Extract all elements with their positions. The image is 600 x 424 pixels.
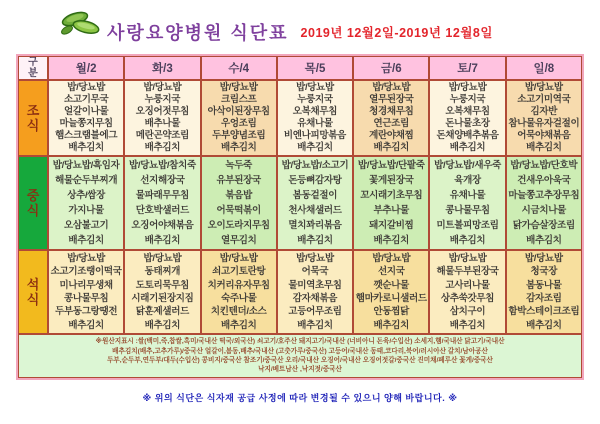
menu-item: 오징어젓무침 bbox=[135, 106, 190, 118]
meal-label-char: 조 bbox=[26, 103, 40, 118]
menu-item: 미나리무생채 bbox=[59, 279, 113, 291]
menu-item: 오삼불고기 bbox=[63, 219, 109, 231]
menu-item: 동태찌개 bbox=[144, 266, 181, 278]
menu-cell-lunch-화/3 bbox=[124, 156, 200, 250]
meal-label-char: 중 bbox=[26, 188, 40, 203]
menu-table-frame bbox=[16, 54, 584, 380]
menu-cell-dinner-금/6 bbox=[353, 250, 429, 334]
menu-cell-dinner-화/3 bbox=[124, 250, 200, 334]
menu-item: 밥/당뇨밥 bbox=[524, 252, 563, 264]
menu-item: 도토리묵무침 bbox=[135, 279, 190, 291]
menu-item: 녹두죽 bbox=[225, 159, 253, 171]
day-header: 목/5 bbox=[277, 56, 353, 80]
menu-cell-dinner-목/5 bbox=[277, 250, 353, 334]
menu-item: 배추김치 bbox=[68, 234, 104, 246]
menu-item: 어묵국 bbox=[301, 266, 329, 278]
menu-item: 배추김치 bbox=[144, 234, 181, 246]
menu-item: 상추/쌈장 bbox=[67, 189, 106, 201]
menu-item: 소고기미역국 bbox=[517, 94, 571, 106]
date-range: 2019년 12월2일-2019년 12월8일 bbox=[300, 26, 493, 40]
footnote-line: 배추김치(배추,고추가루)/중국산 얼갈이,봄동,배추/국내산 (고춧가루/중국산) 고등어/국내산 동태,코다리,북어/러시아산 갈치/남아공산 bbox=[112, 347, 488, 355]
page-title: 사랑요양병원 식단표 bbox=[107, 23, 289, 43]
menu-item: 배추김치 bbox=[373, 234, 410, 246]
menu-item: 크림스프 bbox=[220, 94, 257, 106]
footnote-line: 두부,순두부,연두부/대두(수입산) 콩비지/중국산 참조기/중국산 오리/국내산 오징어/국내산 오징어젓갈/중국산 진미채/페루산 꽃게/중국산 bbox=[107, 357, 493, 364]
menu-cell-dinner-월/2 bbox=[48, 250, 124, 334]
menu-cell-lunch-토/7 bbox=[429, 156, 505, 250]
menu-item: 육개장 bbox=[454, 174, 481, 186]
menu-item: 밥/당뇨밥 bbox=[448, 82, 487, 94]
menu-item: 밥/당뇨밥 bbox=[448, 252, 487, 264]
menu-item: 메란곤약조림 bbox=[135, 130, 190, 142]
menu-item: 비엔나피망볶음 bbox=[283, 130, 347, 142]
menu-item: 배추김치 bbox=[220, 319, 257, 331]
menu-item: 해물순두부찌개 bbox=[55, 174, 118, 186]
meal-label-char: 식 bbox=[26, 203, 40, 218]
menu-item: 배추김치 bbox=[373, 142, 410, 154]
menu-item: 배추김치 bbox=[144, 142, 181, 154]
menu-item: 배추김치 bbox=[526, 142, 562, 154]
menu-item: 오징어야채볶음 bbox=[131, 219, 194, 231]
menu-item: 소고기무국 bbox=[63, 94, 109, 106]
menu-item: 천사채샐러드 bbox=[288, 204, 342, 216]
corner-char: 분 bbox=[28, 68, 38, 79]
menu-item: 밥/당뇨밥 bbox=[524, 82, 563, 94]
menu-item: 선지국 bbox=[377, 266, 405, 278]
corner-header-gubun bbox=[18, 56, 48, 80]
menu-item: 밥/당뇨밥 bbox=[143, 82, 182, 94]
menu-item: 두부동그랑땡전 bbox=[55, 306, 118, 318]
menu-item: 배추김치 bbox=[373, 319, 410, 331]
menu-item: 얼갈이나물 bbox=[63, 106, 109, 118]
menu-item: 배추김치 bbox=[449, 142, 486, 154]
menu-item: 계란야채찜 bbox=[369, 130, 414, 142]
menu-item: 오이도라지무침 bbox=[207, 219, 270, 231]
menu-item: 밥/당뇨밥 bbox=[219, 82, 258, 94]
menu-item: 어묵야채볶음 bbox=[517, 130, 571, 142]
menu-item: 우엉조림 bbox=[220, 118, 257, 130]
footnote-line: 낙지/베트남산 ,낙지젓/중국산 bbox=[258, 366, 342, 374]
menu-item: 어묵떡볶이 bbox=[216, 204, 261, 216]
menu-item: 밥/당뇨밥/참치죽 bbox=[129, 159, 196, 171]
day-header: 화/3 bbox=[124, 56, 200, 80]
menu-item: 참나물유자걸절이 bbox=[508, 118, 580, 130]
menu-cell-breakfast-수/4 bbox=[201, 80, 277, 156]
menu-item: 누룽지국 bbox=[144, 94, 181, 106]
menu-item: 오복채무침 bbox=[292, 106, 338, 118]
menu-item: 시금치나물 bbox=[521, 204, 567, 216]
menu-item: 유부된장국 bbox=[216, 174, 261, 186]
menu-item: 돼지갈비찜 bbox=[369, 219, 414, 231]
menu-item: 배추김치 bbox=[68, 319, 104, 331]
menu-item: 배추김치 bbox=[68, 142, 104, 154]
menu-item: 햄마카로니샐러드 bbox=[355, 292, 427, 304]
menu-cell-lunch-목/5 bbox=[277, 156, 353, 250]
menu-item: 배추김치 bbox=[297, 142, 333, 154]
menu-cell-breakfast-토/7 bbox=[429, 80, 505, 156]
menu-item: 깻순나물 bbox=[373, 279, 410, 291]
day-header: 일/8 bbox=[506, 56, 582, 80]
menu-item: 밥/당뇨밥/새우죽 bbox=[434, 159, 501, 171]
menu-item: 밥/당뇨밥 bbox=[219, 252, 258, 264]
menu-item: 안동찜닭 bbox=[373, 306, 410, 318]
menu-item: 김자반 bbox=[530, 106, 558, 118]
menu-item: 배추김치 bbox=[220, 142, 257, 154]
menu-item: 연근조림 bbox=[373, 118, 410, 130]
menu-item: 배추김치 bbox=[449, 319, 486, 331]
day-header: 토/7 bbox=[429, 56, 505, 80]
meal-label-lunch bbox=[18, 156, 48, 250]
menu-item: 닭가슴살장조림 bbox=[512, 219, 575, 231]
meal-label-breakfast bbox=[18, 80, 48, 156]
menu-item: 밥/당뇨밥 bbox=[296, 252, 334, 264]
day-header: 월/2 bbox=[48, 56, 124, 80]
menu-item: 밥/당뇨밥/단호박 bbox=[510, 159, 578, 171]
menu-item: 멸치꽈리볶음 bbox=[288, 219, 342, 231]
meal-label-char: 식 bbox=[26, 118, 40, 133]
menu-item: 선지해장국 bbox=[140, 174, 185, 186]
menu-item: 누룽지국 bbox=[297, 94, 333, 106]
menu-item: 꽃게된장국 bbox=[369, 174, 414, 186]
menu-item: 꼬시래기초무침 bbox=[360, 189, 423, 201]
meal-label-char: 식 bbox=[26, 292, 40, 307]
menu-item: 시래기된장지짐 bbox=[131, 292, 194, 304]
menu-item: 두부양념조림 bbox=[212, 130, 266, 142]
menu-item: 열무된장국 bbox=[369, 94, 414, 106]
menu-item: 함박스테이크조림 bbox=[508, 306, 580, 318]
menu-item: 밥/당뇨밥 bbox=[372, 82, 411, 94]
menu-item: 소고기조랭이떡국 bbox=[50, 266, 122, 278]
day-header: 수/4 bbox=[201, 56, 277, 80]
menu-item: 단호박샐러드 bbox=[135, 204, 190, 216]
menu-cell-breakfast-일/8 bbox=[506, 80, 582, 156]
menu-item: 밥/당뇨밥 bbox=[143, 252, 182, 264]
menu-item: 열무김치 bbox=[220, 234, 257, 246]
menu-item: 마늘쫑지무침 bbox=[59, 118, 113, 130]
menu-item: 미트볼피망조림 bbox=[436, 219, 499, 231]
menu-item: 건새우아욱국 bbox=[517, 174, 571, 186]
menu-cell-lunch-월/2 bbox=[48, 156, 124, 250]
menu-item: 마늘쫑고추장무침 bbox=[508, 189, 580, 201]
footnote-line: ※원산지표시 :쌀(백미,죽,찹쌀,흑미/국내산 떡국/외국산) 쇠고기/호주산 돼지고기/국내산 (너비아니 돈육/수입산) 소세지,햄/국내산 닭고기/국내산 bbox=[95, 338, 505, 346]
change-notice: ※ 위의 식단은 식자재 공급 사정에 따라 변경될 수 있으니 양해 바랍니다. ※ bbox=[142, 393, 458, 403]
menu-item: 콩나물무침 bbox=[63, 292, 109, 304]
menu-item: 숙주나물 bbox=[220, 292, 257, 304]
menu-item: 밥/당뇨밥 bbox=[372, 252, 411, 264]
menu-cell-lunch-금/6 bbox=[353, 156, 429, 250]
menu-cell-dinner-일/8 bbox=[506, 250, 582, 334]
cucumber-icon bbox=[58, 8, 104, 40]
menu-item: 밥/당뇨밥 bbox=[296, 82, 334, 94]
menu-item: 감자채볶음 bbox=[292, 292, 338, 304]
menu-item: 쇠고기토란탕 bbox=[212, 266, 266, 278]
menu-cell-breakfast-목/5 bbox=[277, 80, 353, 156]
menu-item: 배추김치 bbox=[526, 234, 562, 246]
menu-item: 가지나물 bbox=[68, 204, 104, 216]
menu-item: 오복채무침 bbox=[445, 106, 490, 118]
menu-item: 밥/당뇨밥/단팥죽 bbox=[357, 159, 425, 171]
title-row bbox=[0, 0, 600, 52]
menu-cell-lunch-일/8 bbox=[506, 156, 582, 250]
menu-item: 볶음밥 bbox=[225, 189, 253, 201]
menu-cell-dinner-토/7 bbox=[429, 250, 505, 334]
menu-item: 삼치구이 bbox=[449, 306, 486, 318]
menu-item: 누룽지국 bbox=[449, 94, 486, 106]
menu-item: 배추김치 bbox=[297, 319, 333, 331]
menu-item: 봄동나물 bbox=[526, 279, 562, 291]
menu-item: 닭훈제샐러드 bbox=[135, 306, 190, 318]
menu-item: 유채나물 bbox=[449, 189, 486, 201]
menu-cell-dinner-수/4 bbox=[201, 250, 277, 334]
day-header: 금/6 bbox=[353, 56, 429, 80]
menu-cell-breakfast-월/2 bbox=[48, 80, 124, 156]
menu-item: 밥/당뇨밥 bbox=[67, 82, 106, 94]
menu-item: 배추나물 bbox=[144, 118, 181, 130]
menu-item: 고등어무조림 bbox=[288, 306, 342, 318]
menu-cell-breakfast-화/3 bbox=[124, 80, 200, 156]
menu-item: 돈나물초장 bbox=[445, 118, 490, 130]
menu-item: 밥/당뇨밥/소고기 bbox=[281, 159, 349, 171]
menu-item: 부추나물 bbox=[373, 204, 410, 216]
corner-char: 구 bbox=[28, 57, 38, 68]
menu-item: 해물두부된장국 bbox=[436, 266, 499, 278]
meal-label-char: 석 bbox=[26, 277, 40, 292]
menu-item: 유채나물 bbox=[297, 118, 333, 130]
menu-item: 햄스크램블에그 bbox=[55, 130, 118, 142]
meal-label-dinner bbox=[18, 250, 48, 334]
origin-footnote bbox=[18, 334, 582, 378]
menu-item: 치킨텐더/소스 bbox=[210, 306, 267, 318]
menu-item: 밥/당뇨밥/흑임자 bbox=[52, 159, 120, 171]
menu-item: 아삭이된장무침 bbox=[207, 106, 270, 118]
menu-item: 고사리나물 bbox=[445, 279, 490, 291]
menu-item: 물파래무무침 bbox=[135, 189, 190, 201]
menu-table bbox=[18, 56, 582, 378]
menu-item: 돈등뼈감자탕 bbox=[288, 174, 342, 186]
menu-item: 배추김치 bbox=[526, 319, 562, 331]
menu-item: 봄동겉절이 bbox=[292, 189, 338, 201]
menu-item: 청국장 bbox=[530, 266, 558, 278]
menu-item: 돈채양배추볶음 bbox=[436, 130, 499, 142]
menu-item: 콩나물무침 bbox=[445, 204, 490, 216]
menu-item: 배추김치 bbox=[297, 234, 333, 246]
menu-item: 물미역초무침 bbox=[288, 279, 342, 291]
menu-cell-breakfast-금/6 bbox=[353, 80, 429, 156]
menu-item: 밥/당뇨밥 bbox=[67, 252, 106, 264]
menu-item: 청경채무침 bbox=[369, 106, 414, 118]
menu-item: 배추김치 bbox=[144, 319, 181, 331]
menu-item: 배추김치 bbox=[449, 234, 486, 246]
menu-item: 감자조림 bbox=[526, 292, 562, 304]
menu-cell-lunch-수/4 bbox=[201, 156, 277, 250]
menu-item: 상추쑥갓무침 bbox=[440, 292, 495, 304]
menu-item: 치커리유자무침 bbox=[207, 279, 270, 291]
